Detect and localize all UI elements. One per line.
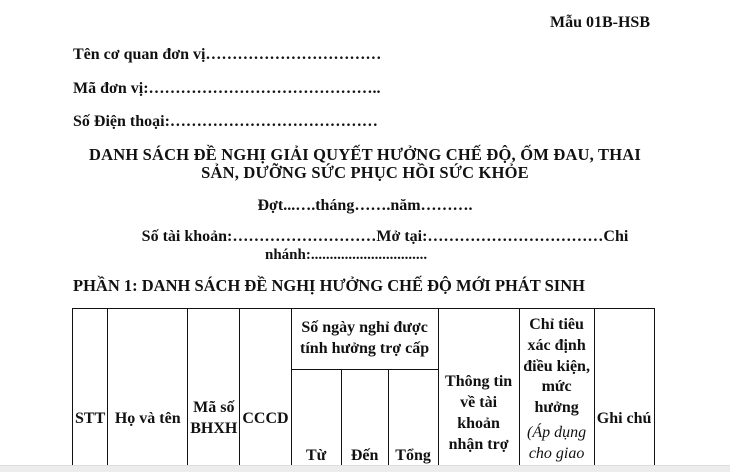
header-to: Đến [341,370,388,470]
document-title-line2: SẢN, DƯỠNG SỨC PHỤC HỒI SỨC KHỎE [201,163,529,182]
unit-code-field: Mã đơn vị:…………………………………….. [73,80,381,97]
header-from: Từ [291,370,341,470]
account-line: Số tài khoản:………………………Mở tại:……………………………Chi [141,228,629,245]
phone-field: Số Điện thoại:………………………………… [73,113,378,130]
branch-line: nhánh:............................... [265,247,428,263]
period-line: Đợt...….tháng…….năm………. [257,197,473,214]
agency-name-field: Tên cơ quan đơn vị…………………………… [73,46,382,63]
document-title-line1: DANH SÁCH ĐỀ NGHỊ GIẢI QUYẾT HƯỞNG CHẾ ĐỘ, ỐM ĐAU, THAI [88,145,642,164]
header-stt: STT [73,309,108,470]
header-days-group: Số ngày nghỉ được tính hưởng trợ cấp [291,309,438,370]
form-code: Mẫu 01B-HSB [549,14,650,31]
header-note: Ghi chú [594,309,654,470]
part1-heading: PHẦN 1: DANH SÁCH ĐỀ NGHỊ HƯỞNG CHẾ ĐỘ MỚI PHÁT SINH [73,276,585,295]
header-criteria [519,309,594,470]
header-name: Họ và tên [108,309,188,470]
criteria-label: Chỉ tiêu xác định điều kiện, mức hưởng [523,316,590,417]
header-cccd: CCCD [240,309,291,470]
header-account-info: Thông tin về tài khoản nhận trợ [438,309,519,470]
header-bhxh: Mã số BHXH [188,309,240,470]
header-total: Tổng [388,370,438,470]
allowance-table [72,308,655,470]
criteria-note: (Áp dụng cho giao [527,423,587,462]
